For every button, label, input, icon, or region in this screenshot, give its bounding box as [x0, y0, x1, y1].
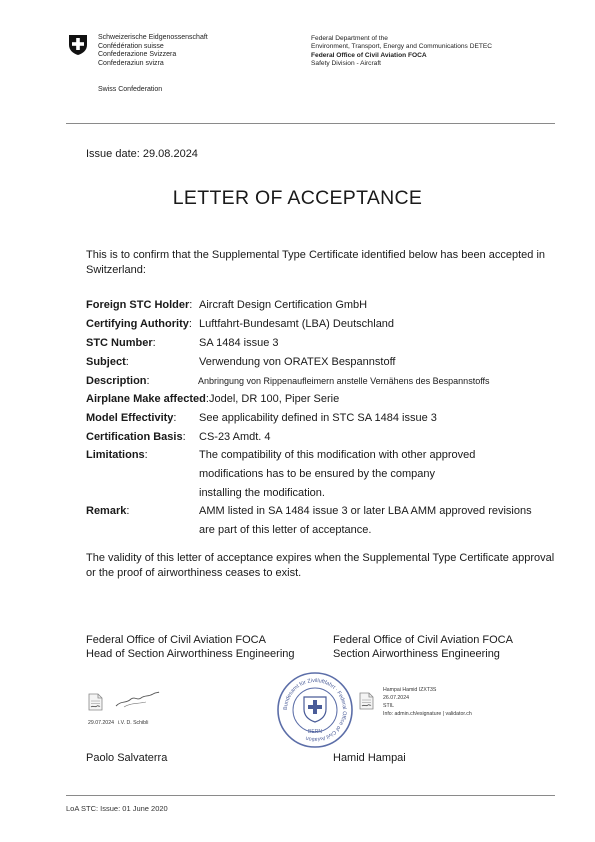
validity-paragraph: The validity of this letter of acceptance expires when the Supplemental Type Certificate approval or the proof of airworthiness ceases to exist.	[86, 552, 555, 579]
field-label: Description	[86, 375, 147, 387]
field-label: Limitations	[86, 449, 145, 461]
field-label: STC Number	[86, 337, 153, 349]
confederation-line: Confederazione Svizzera	[98, 51, 177, 59]
seal-city: BERN	[308, 729, 322, 735]
esignature-signer: Hampai Hamid IZXT3S	[383, 687, 437, 693]
left-signatory-name: Paolo Salvaterra	[86, 752, 168, 764]
handwritten-signature	[113, 687, 161, 711]
intro-paragraph: This is to confirm that the Supplemental Type Certificate identified below has been accepted in Switzerland:	[86, 249, 546, 276]
field-value: CS-23 Amdt. 4	[199, 431, 271, 443]
field-value: Luftfahrt-Bundesamt (LBA) Deutschland	[199, 318, 395, 330]
confederation-line: Confédération suisse	[98, 42, 164, 50]
department-block	[311, 35, 492, 69]
field-label: Remark	[86, 505, 127, 517]
field-value: Aircraft Design Certification GmbH	[199, 299, 368, 311]
field-value: Jodel, DR 100, Piper Serie	[209, 393, 340, 405]
field-value: SA 1484 issue 3	[199, 337, 279, 349]
confederation-line: Confederaziun svizra	[98, 59, 164, 67]
swiss-confederation-label: Swiss Confederation	[98, 86, 163, 93]
field-label: Airplane Make affected	[86, 393, 206, 405]
confederation-line: Schweizerische Eidgenossenschaft	[98, 34, 208, 41]
header-divider	[66, 123, 555, 124]
field-label: Subject	[86, 356, 126, 368]
field-value: See applicability defined in STC SA 1484 issue 3	[199, 412, 437, 424]
document-title: LETTER OF ACCEPTANCE	[172, 187, 423, 209]
stamp-signed-by: i.V. D. Schibli	[118, 720, 149, 726]
seal-outer-text: Bundesamt für Zivilluftfahrt · Federal Office of Civil Aviation	[282, 677, 348, 743]
field-value: Anbringung von Rippenaufleimern anstelle Vernähens des Bespannstoffs	[198, 376, 490, 386]
division-name: Safety Division - Aircraft	[311, 60, 381, 68]
field-value: The compatibility of this modification with other approved	[199, 449, 476, 461]
issue-date: Issue date: 29.08.2024	[86, 148, 198, 160]
right-signatory-header	[333, 633, 513, 661]
field-label: Model Effectivity	[86, 412, 174, 424]
field-value: Verwendung von ORATEX Bespannstoff	[199, 356, 396, 368]
esignature-date: 26.07.2024	[383, 695, 409, 701]
signatory-org: Federal Office of Civil Aviation FOCA	[86, 634, 266, 646]
right-signatory-name: Hamid Hampai	[333, 752, 406, 764]
official-seal	[276, 671, 354, 749]
signatory-role: Section Airworthiness Engineering	[333, 648, 500, 660]
esignature-document-icon	[359, 692, 374, 710]
field-value: are part of this letter of acceptance.	[199, 524, 372, 536]
footer-text: LoA STC: Issue: 01 June 2020	[66, 804, 168, 813]
department-line: Federal Department of the	[311, 35, 388, 42]
document-stamp-icon	[88, 693, 103, 711]
stamp-date: 29.07.2024	[88, 720, 114, 726]
field-value: modifications has to be ensured by the company	[199, 468, 436, 480]
field-value: installing the modification.	[199, 487, 325, 499]
field-label: Foreign STC Holder	[86, 299, 190, 311]
signatory-org: Federal Office of Civil Aviation FOCA	[333, 634, 513, 646]
esignature-unit: STIL	[383, 703, 394, 709]
left-signatory-header	[86, 633, 295, 661]
field-label: Certification Basis	[86, 431, 183, 443]
office-name: Federal Office of Civil Aviation FOCA	[311, 51, 427, 59]
esignature-info: Info: admin.ch/esignature | validator.ch	[383, 711, 472, 717]
field-label: Certifying Authority	[86, 318, 189, 330]
field-value: AMM listed in SA 1484 issue 3 or later LBA AMM approved revisions	[199, 505, 532, 517]
signatory-role: Head of Section Airworthiness Engineering	[86, 648, 295, 660]
footer-divider	[66, 795, 555, 796]
confederation-names	[98, 34, 208, 68]
swiss-coat-of-arms-icon	[68, 34, 88, 56]
department-line: Environment, Transport, Energy and Communications DETEC	[311, 43, 493, 51]
